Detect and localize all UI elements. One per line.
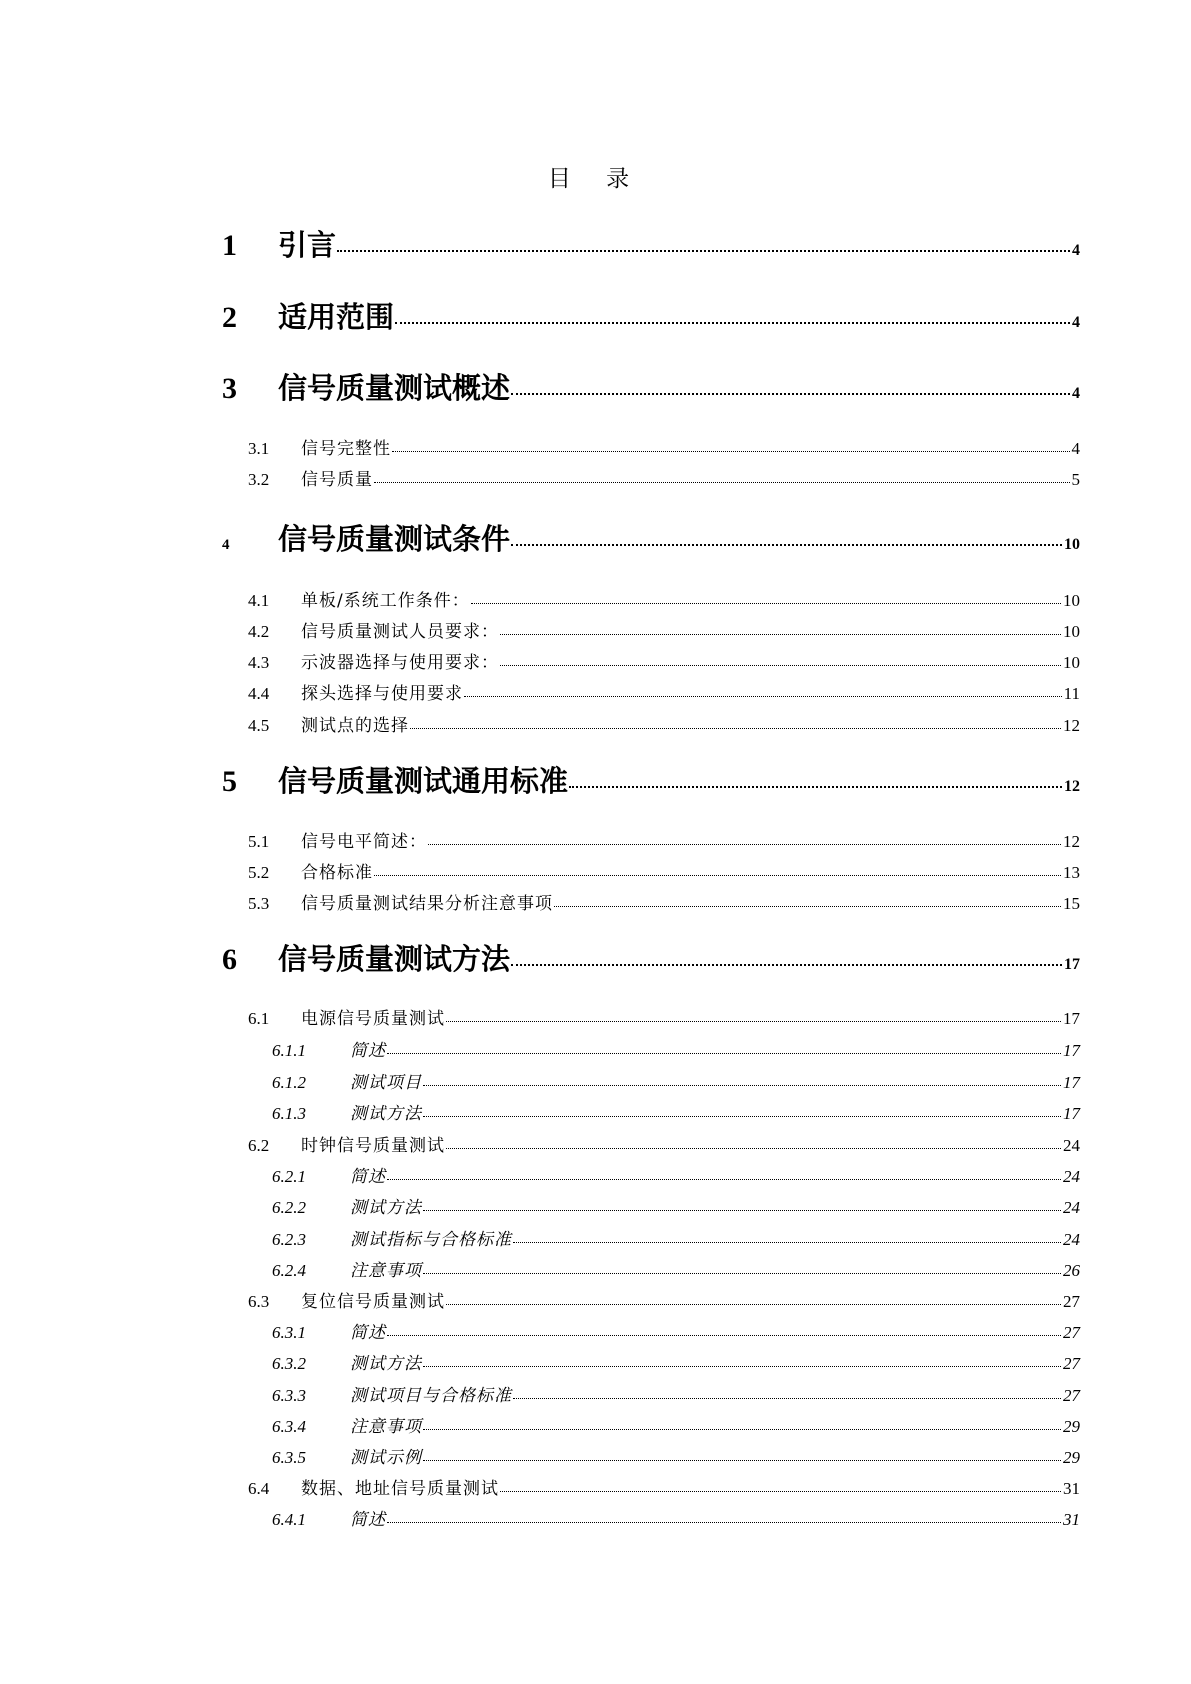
toc-leader-dots	[387, 1335, 1061, 1336]
toc-leader-dots	[446, 1304, 1061, 1305]
toc-entry-number: 6.2.3	[272, 1230, 306, 1249]
toc-title: 目 录	[547, 166, 644, 192]
toc-entry-page-number: 10	[1064, 536, 1080, 553]
toc-entry-level-3[interactable]	[272, 1318, 1080, 1343]
toc-entry-label: 简述	[350, 1041, 386, 1061]
toc-entry-level-3[interactable]	[272, 1256, 1080, 1281]
toc-entry-page-number: 10	[1063, 653, 1080, 672]
toc-leader-dots	[513, 1398, 1061, 1399]
toc-entry-label: 信号完整性	[301, 439, 391, 459]
toc-entry-level-2[interactable]	[248, 465, 1080, 490]
toc-leader-dots	[500, 634, 1061, 635]
toc-entry-level-2[interactable]	[248, 586, 1080, 611]
toc-entry-page-number: 4	[1072, 314, 1080, 331]
toc-entry-page-number: 24	[1063, 1167, 1080, 1186]
toc-entry-label: 测试方法	[350, 1354, 422, 1374]
toc-entry-number: 6.3.3	[272, 1386, 306, 1405]
toc-entry-level-3[interactable]	[272, 1412, 1080, 1437]
toc-entry-page-number: 4	[1071, 439, 1080, 458]
toc-entry-page-number: 24	[1063, 1230, 1080, 1249]
toc-entry-level-3[interactable]	[272, 1036, 1080, 1061]
toc-entry-page-number: 17	[1063, 1009, 1080, 1028]
toc-entry-level-3[interactable]	[272, 1099, 1080, 1124]
toc-entry-number: 6.2	[248, 1136, 270, 1155]
toc-entry-label: 测试项目与合格标准	[350, 1386, 512, 1406]
toc-entry-label: 信号质量测试概述	[278, 371, 511, 405]
toc-entry-page-number: 24	[1063, 1136, 1080, 1155]
toc-entry-number: 3	[222, 372, 237, 405]
toc-entry-number: 4.2	[248, 622, 270, 641]
toc-entry-label: 测试点的选择	[301, 716, 409, 736]
toc-entry-page-number: 17	[1063, 1104, 1080, 1123]
toc-entry-label: 信号电平简述：	[301, 832, 427, 852]
toc-entry-number: 5.3	[248, 894, 270, 913]
toc-entry-page-number: 12	[1063, 716, 1080, 735]
toc-entry-page-number: 31	[1063, 1479, 1080, 1498]
toc-leader-dots	[423, 1460, 1061, 1461]
toc-entry-level-2[interactable]	[248, 1004, 1080, 1029]
toc-entry-level-2[interactable]	[248, 889, 1080, 914]
toc-leader-dots	[428, 844, 1061, 845]
toc-entry-level-1[interactable]	[222, 223, 1080, 264]
toc-entry-number: 6.2.2	[272, 1198, 306, 1217]
toc-entry-level-3[interactable]	[272, 1162, 1080, 1187]
toc-leader-dots	[387, 1179, 1061, 1180]
toc-entry-page-number: 26	[1063, 1261, 1080, 1280]
toc-leader-dots	[513, 1242, 1061, 1243]
toc-entry-label: 信号质量测试条件	[278, 522, 511, 556]
toc-leader-dots	[471, 603, 1061, 604]
toc-entry-level-2[interactable]	[248, 858, 1080, 883]
toc-entry-page-number: 29	[1063, 1448, 1080, 1467]
toc-leader-dots	[410, 728, 1061, 729]
toc-leader-dots	[423, 1366, 1061, 1367]
toc-entry-number: 6.2.4	[272, 1261, 306, 1280]
toc-entry-label: 测试项目	[350, 1073, 422, 1093]
toc-entry-number: 6.3	[248, 1292, 270, 1311]
toc-leader-dots	[554, 906, 1061, 907]
toc-entry-level-3[interactable]	[272, 1068, 1080, 1093]
toc-entry-page-number: 31	[1063, 1510, 1080, 1529]
toc-entry-level-1[interactable]	[222, 759, 1080, 800]
toc-entry-number: 6.3.5	[272, 1448, 306, 1467]
toc-entry-page-number: 17	[1063, 1041, 1080, 1060]
toc-entry-level-2[interactable]	[248, 711, 1080, 736]
toc-entry-page-number: 11	[1063, 684, 1080, 703]
toc-entry-number: 6.3.1	[272, 1323, 306, 1342]
toc-leader-dots	[500, 1491, 1061, 1492]
toc-entry-number: 4.4	[248, 684, 270, 703]
toc-entry-label: 信号质量测试结果分析注意事项	[301, 894, 553, 914]
toc-entry-page-number: 13	[1063, 863, 1080, 882]
toc-entry-label: 探头选择与使用要求	[301, 684, 463, 704]
toc-entry-label: 电源信号质量测试	[301, 1009, 445, 1029]
toc-entry-number: 5	[222, 765, 237, 798]
toc-leader-dots	[392, 451, 1070, 452]
toc-entry-number: 6.1.2	[272, 1073, 306, 1092]
toc-entry-number: 5.2	[248, 863, 270, 882]
toc-entry-level-3[interactable]	[272, 1193, 1080, 1218]
toc-entry-label: 适用范围	[278, 300, 395, 334]
toc-entry-label: 信号质量测试方法	[278, 942, 511, 976]
toc-entry-label: 引言	[278, 228, 337, 262]
toc-entry-page-number: 27	[1063, 1292, 1080, 1311]
toc-entry-number: 6.1	[248, 1009, 270, 1028]
toc-leader-dots	[387, 1522, 1061, 1523]
toc-entry-level-2[interactable]	[248, 1474, 1080, 1499]
toc-leader-dots	[387, 1053, 1061, 1054]
toc-entry-label: 注意事项	[350, 1261, 422, 1281]
toc-entry-level-2[interactable]	[248, 617, 1080, 642]
toc-entry-page-number: 29	[1063, 1417, 1080, 1436]
toc-entry-page-number: 17	[1064, 956, 1080, 973]
toc-entry-page-number: 4	[1072, 385, 1080, 402]
toc-entry-label: 信号质量测试人员要求：	[301, 622, 499, 642]
toc-leader-dots	[464, 696, 1062, 697]
toc-entry-page-number: 27	[1063, 1354, 1080, 1373]
toc-entry-number: 1	[222, 229, 237, 262]
toc-leader-dots	[337, 250, 1070, 252]
toc-entry-page-number: 10	[1063, 622, 1080, 641]
toc-entry-number: 4	[222, 537, 230, 553]
toc-entry-number: 6.1.3	[272, 1104, 306, 1123]
toc-entry-label: 示波器选择与使用要求：	[301, 653, 499, 673]
toc-entry-level-3[interactable]	[272, 1443, 1080, 1468]
toc-entry-page-number: 27	[1063, 1386, 1080, 1405]
toc-entry-label: 简述	[350, 1167, 386, 1187]
toc-entry-page-number: 12	[1063, 832, 1080, 851]
toc-leader-dots	[446, 1148, 1061, 1149]
toc-entry-level-3[interactable]	[272, 1505, 1080, 1530]
toc-entry-number: 6.2.1	[272, 1167, 306, 1186]
toc-entry-label: 信号质量	[301, 470, 373, 490]
toc-entry-number: 3.1	[248, 439, 270, 458]
toc-entry-number: 6.4.1	[272, 1510, 306, 1529]
toc-entry-number: 6.3.4	[272, 1417, 306, 1436]
toc-entry-level-3[interactable]	[272, 1225, 1080, 1250]
toc-entry-level-2[interactable]	[248, 827, 1080, 852]
toc-entry-label: 时钟信号质量测试	[301, 1136, 445, 1156]
toc-leader-dots	[511, 393, 1070, 395]
toc-entry-label: 测试方法	[350, 1198, 422, 1218]
toc-entry-page-number: 10	[1063, 591, 1080, 610]
toc-leader-dots	[511, 544, 1062, 546]
toc-entry-level-1[interactable]	[222, 517, 1080, 558]
toc-leader-dots	[395, 322, 1070, 324]
toc-entry-label: 测试指标与合格标准	[350, 1230, 512, 1250]
toc-entry-level-2[interactable]	[248, 1131, 1080, 1156]
toc-entry-label: 简述	[350, 1323, 386, 1343]
toc-leader-dots	[423, 1429, 1061, 1430]
toc-entry-number: 6.3.2	[272, 1354, 306, 1373]
toc-entry-label: 单板/系统工作条件：	[301, 591, 470, 611]
toc-entry-level-2[interactable]	[248, 679, 1080, 704]
toc-leader-dots	[423, 1116, 1061, 1117]
toc-entry-level-3[interactable]	[272, 1381, 1080, 1406]
toc-leader-dots	[569, 786, 1062, 788]
toc-leader-dots	[500, 665, 1061, 666]
toc-entry-level-3[interactable]	[272, 1349, 1080, 1374]
toc-entry-label: 注意事项	[350, 1417, 422, 1437]
toc-entry-number: 4.5	[248, 716, 270, 735]
toc-entry-label: 复位信号质量测试	[301, 1292, 445, 1312]
toc-entry-number: 5.1	[248, 832, 270, 851]
toc-entry-number: 4.1	[248, 591, 270, 610]
toc-entry-level-2[interactable]	[248, 1287, 1080, 1312]
toc-leader-dots	[446, 1021, 1061, 1022]
toc-entry-page-number: 5	[1071, 470, 1080, 489]
toc-leader-dots	[374, 482, 1070, 483]
toc-entry-level-2[interactable]	[248, 434, 1080, 459]
toc-entry-page-number: 24	[1063, 1198, 1080, 1217]
toc-entry-number: 6.1.1	[272, 1041, 306, 1060]
toc-entry-number: 4.3	[248, 653, 270, 672]
toc-entry-page-number: 15	[1063, 894, 1080, 913]
toc-entry-level-1[interactable]	[222, 937, 1080, 978]
toc-leader-dots	[511, 964, 1062, 966]
toc-entry-label: 测试方法	[350, 1104, 422, 1124]
toc-leader-dots	[423, 1210, 1061, 1211]
toc-entry-label: 合格标准	[301, 863, 373, 883]
toc-entry-page-number: 27	[1063, 1323, 1080, 1342]
toc-entry-label: 简述	[350, 1510, 386, 1530]
toc-entry-label: 信号质量测试通用标准	[278, 764, 569, 798]
toc-leader-dots	[423, 1273, 1061, 1274]
toc-entry-number: 2	[222, 301, 237, 334]
toc-entry-page-number: 4	[1072, 242, 1080, 259]
toc-entry-page-number: 17	[1063, 1073, 1080, 1092]
toc-leader-dots	[423, 1085, 1061, 1086]
toc-entry-level-1[interactable]	[222, 295, 1080, 336]
toc-entry-page-number: 12	[1064, 778, 1080, 795]
toc-entry-number: 6.4	[248, 1479, 270, 1498]
toc-entry-label: 数据、地址信号质量测试	[301, 1479, 499, 1499]
toc-entry-level-2[interactable]	[248, 648, 1080, 673]
toc-entry-number: 3.2	[248, 470, 270, 489]
toc-entry-level-1[interactable]	[222, 366, 1080, 407]
toc-leader-dots	[374, 875, 1061, 876]
toc-entry-label: 测试示例	[350, 1448, 422, 1468]
toc-entry-number: 6	[222, 943, 237, 976]
